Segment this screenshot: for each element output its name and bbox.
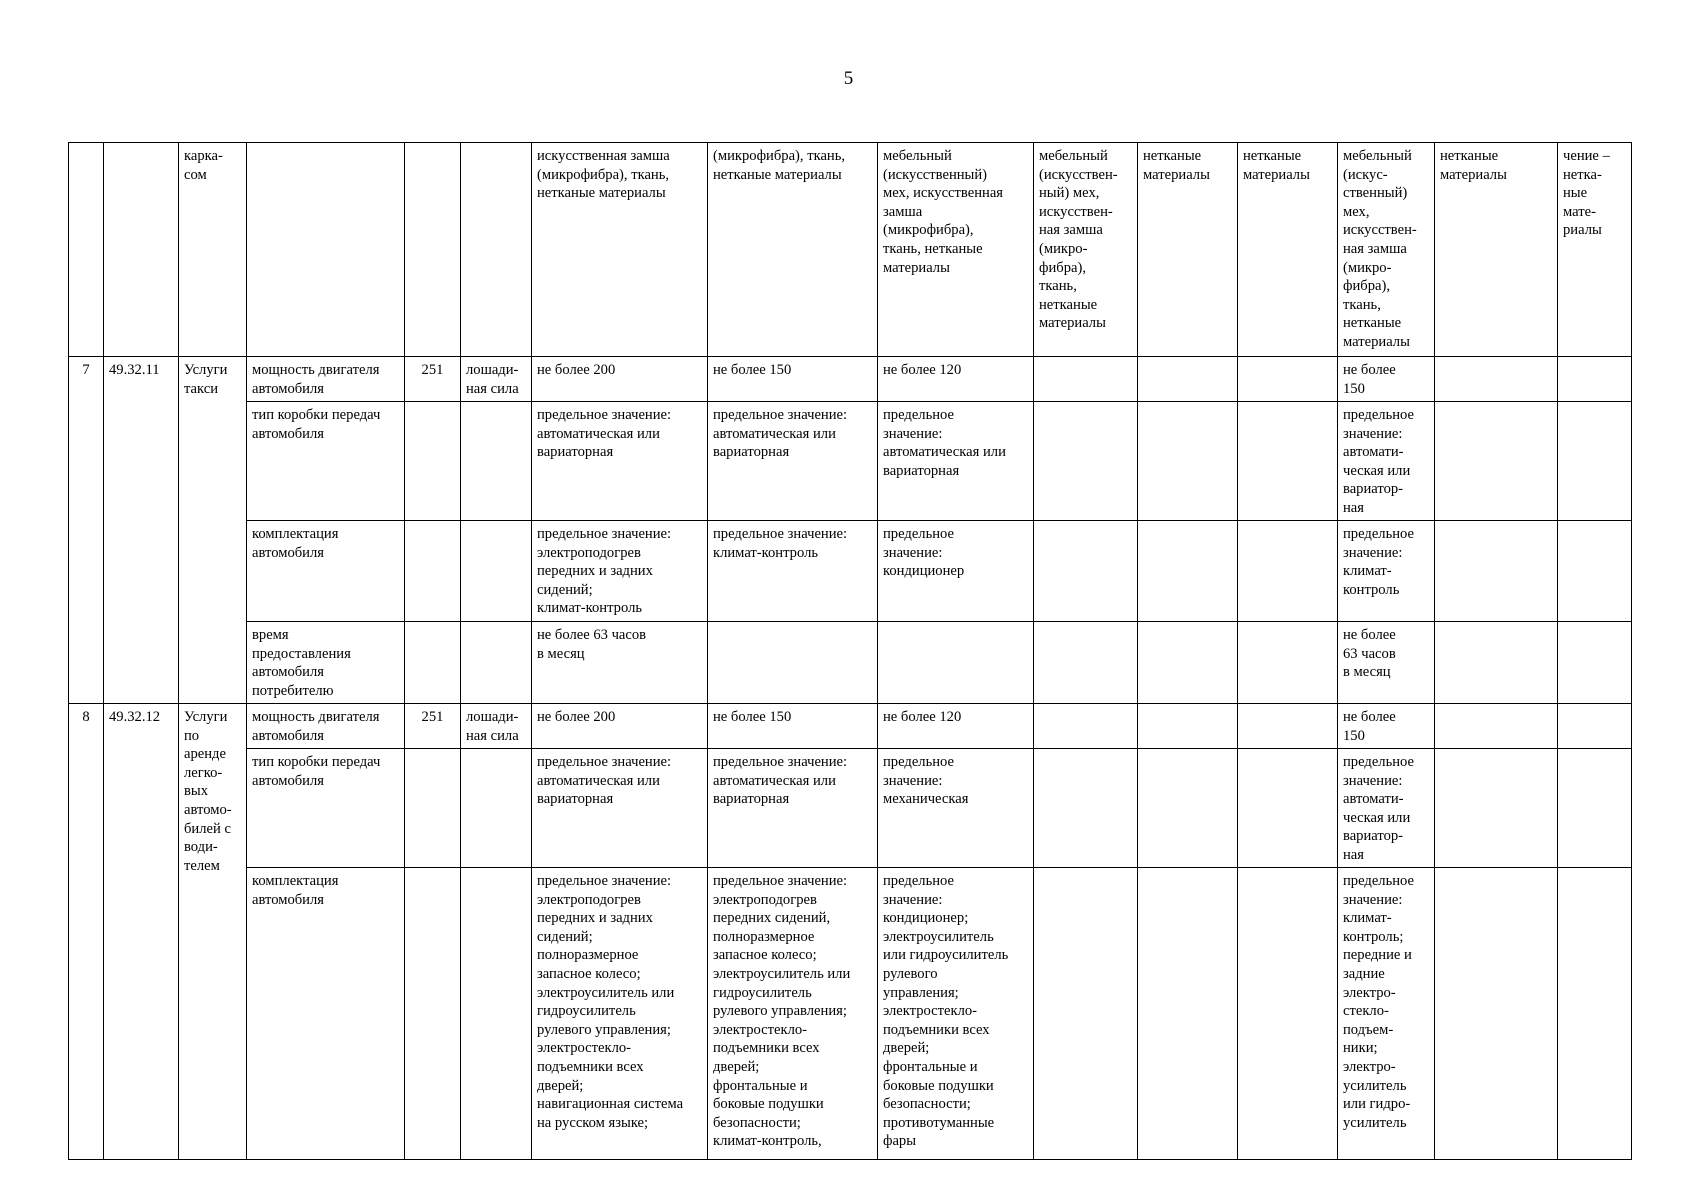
cell-value (1435, 749, 1558, 868)
cell-value (1034, 402, 1138, 521)
cell-value: не более 120 (878, 357, 1034, 402)
cell-value (878, 622, 1034, 704)
cell-value (1558, 357, 1632, 402)
cell-value: предельное значение: климат-контроль (708, 521, 878, 622)
cell-value (1558, 402, 1632, 521)
cell-code: 49.32.12 (104, 704, 179, 1160)
cell-code (104, 143, 179, 357)
cell-value (1138, 521, 1238, 622)
cell-value: предельное значение: автоматическая или вариаторная (532, 749, 708, 868)
cell-value: предельное значение: кондиционер (878, 521, 1034, 622)
cell-value (1034, 357, 1138, 402)
cell-value (1558, 868, 1632, 1160)
cell-value: предельное значение: климат- контроль (1338, 521, 1435, 622)
cell-value (1034, 521, 1138, 622)
table-row (69, 704, 1632, 749)
cell-value: предельное значение: механическая (878, 749, 1034, 868)
cell-value (1558, 521, 1632, 622)
cell-name: Услуги такси (179, 357, 247, 704)
cell-value (1034, 868, 1138, 1160)
cell-value (1435, 357, 1558, 402)
cell-characteristic: тип коробки передач автомобиля (247, 402, 405, 521)
cell-value (1138, 704, 1238, 749)
cell-value: нетканые материалы (1138, 143, 1238, 357)
cell-value: предельное значение: электроподогрев передних и задних сидений; полноразмерное запасное колесо; электроусилитель или гидроусилитель рулевого управления; электростекло- подъемники всех дверей; навигационная система на русском языке; (532, 868, 708, 1160)
cell-value: не более 150 (1338, 704, 1435, 749)
table-row (69, 357, 1632, 402)
cell-value: не более 120 (878, 704, 1034, 749)
cell-value (1435, 622, 1558, 704)
table-row (69, 143, 1632, 357)
cell-value (1034, 704, 1138, 749)
cell-value: не более 150 (708, 704, 878, 749)
cell-value: предельное значение: электроподогрев передних и задних сидений; климат-контроль (532, 521, 708, 622)
cell-value: мебельный (искусствен- ный) мех, искусствен- ная замша (микро- фибра), ткань, нетканые материалы (1034, 143, 1138, 357)
cell-value (1138, 357, 1238, 402)
cell-value: предельное значение: автоматическая или вариаторная (878, 402, 1034, 521)
cell-value (1138, 402, 1238, 521)
cell-value: нетканые материалы (1238, 143, 1338, 357)
cell-value: предельное значение: автоматическая или вариаторная (708, 402, 878, 521)
cell-value: предельное значение: автомати- ческая или вариатор- ная (1338, 402, 1435, 521)
table-row (69, 622, 1632, 704)
cell-name: Услуги по аренде легко- вых автомо- билей с води- телем (179, 704, 247, 1160)
table-row (69, 521, 1632, 622)
cell-unit (461, 622, 532, 704)
cell-value: предельное значение: климат- контроль; передние и задние электро- стекло- подъем- ники; электро- усилитель или гидро- усилитель (1338, 868, 1435, 1160)
cell-value: мебельный (искусственный) мех, искусственная замша (микрофибра), ткань, нетканые материалы (878, 143, 1034, 357)
cell-value (1238, 622, 1338, 704)
requirements-table (68, 142, 1632, 1160)
cell-okei: 251 (405, 357, 461, 402)
cell-characteristic: время предоставления автомобиля потребителю (247, 622, 405, 704)
cell-value (1238, 402, 1338, 521)
cell-value: мебельный (искус- ственный) мех, искусствен- ная замша (микро- фибра), ткань, нетканые материалы (1338, 143, 1435, 357)
cell-value (1138, 749, 1238, 868)
cell-unit: лошади- ная сила (461, 357, 532, 402)
cell-value (1138, 622, 1238, 704)
cell-value (1238, 749, 1338, 868)
cell-value (1034, 749, 1138, 868)
cell-value (1238, 704, 1338, 749)
cell-value: не более 200 (532, 704, 708, 749)
cell-value (1238, 868, 1338, 1160)
cell-value (1034, 622, 1138, 704)
cell-value: предельное значение: автомати- ческая или вариатор- ная (1338, 749, 1435, 868)
cell-value (708, 622, 878, 704)
cell-value: (микрофибра), ткань, нетканые материалы (708, 143, 878, 357)
cell-value: не более 200 (532, 357, 708, 402)
cell-value: не более 63 часов в месяц (1338, 622, 1435, 704)
cell-num (69, 143, 104, 357)
cell-num: 8 (69, 704, 104, 1160)
cell-okei (405, 521, 461, 622)
cell-okei (405, 143, 461, 357)
cell-characteristic: мощность двигателя автомобиля (247, 704, 405, 749)
cell-code: 49.32.11 (104, 357, 179, 704)
cell-value (1238, 521, 1338, 622)
cell-num: 7 (69, 357, 104, 704)
cell-value (1435, 868, 1558, 1160)
cell-value: предельное значение: электроподогрев передних сидений, полноразмерное запасное колесо; электроусилитель или гидроусилитель рулевого управления; электростекло- подъемники всех дверей; фронтальные и боковые подушки безопасности; климат-контроль, (708, 868, 878, 1160)
cell-value (1435, 521, 1558, 622)
cell-unit (461, 749, 532, 868)
cell-value (1435, 704, 1558, 749)
cell-value: не более 150 (1338, 357, 1435, 402)
table-row (69, 402, 1632, 521)
cell-value: нетканые материалы (1435, 143, 1558, 357)
cell-characteristic: комплектация автомобиля (247, 868, 405, 1160)
cell-okei (405, 622, 461, 704)
cell-characteristic: мощность двигателя автомобиля (247, 357, 405, 402)
cell-value (1558, 749, 1632, 868)
cell-unit (461, 521, 532, 622)
cell-value: предельное значение: автоматическая или вариаторная (532, 402, 708, 521)
cell-value: чение – нетка- ные мате- риалы (1558, 143, 1632, 357)
cell-okei (405, 402, 461, 521)
cell-unit (461, 868, 532, 1160)
cell-okei: 251 (405, 704, 461, 749)
cell-okei (405, 749, 461, 868)
cell-characteristic (247, 143, 405, 357)
cell-characteristic: комплектация автомобиля (247, 521, 405, 622)
cell-value (1558, 704, 1632, 749)
cell-unit (461, 402, 532, 521)
cell-value: не более 150 (708, 357, 878, 402)
cell-unit (461, 143, 532, 357)
cell-okei (405, 868, 461, 1160)
cell-value: предельное значение: автоматическая или вариаторная (708, 749, 878, 868)
cell-value: предельное значение: кондиционер; электроусилитель или гидроусилитель рулевого управления; электростекло- подъемники всех дверей; фронтальные и боковые подушки безопасности; противотуманные фары (878, 868, 1034, 1160)
table-row (69, 868, 1632, 1160)
cell-characteristic: тип коробки передач автомобиля (247, 749, 405, 868)
cell-value: не более 63 часов в месяц (532, 622, 708, 704)
cell-value (1238, 357, 1338, 402)
cell-value (1435, 402, 1558, 521)
table-row (69, 749, 1632, 868)
cell-unit: лошади- ная сила (461, 704, 532, 749)
cell-value (1558, 622, 1632, 704)
cell-value: искусственная замша (микрофибра), ткань, нетканые материалы (532, 143, 708, 357)
cell-value (1138, 868, 1238, 1160)
page-number: 5 (843, 68, 854, 89)
cell-name: карка- сом (179, 143, 247, 357)
